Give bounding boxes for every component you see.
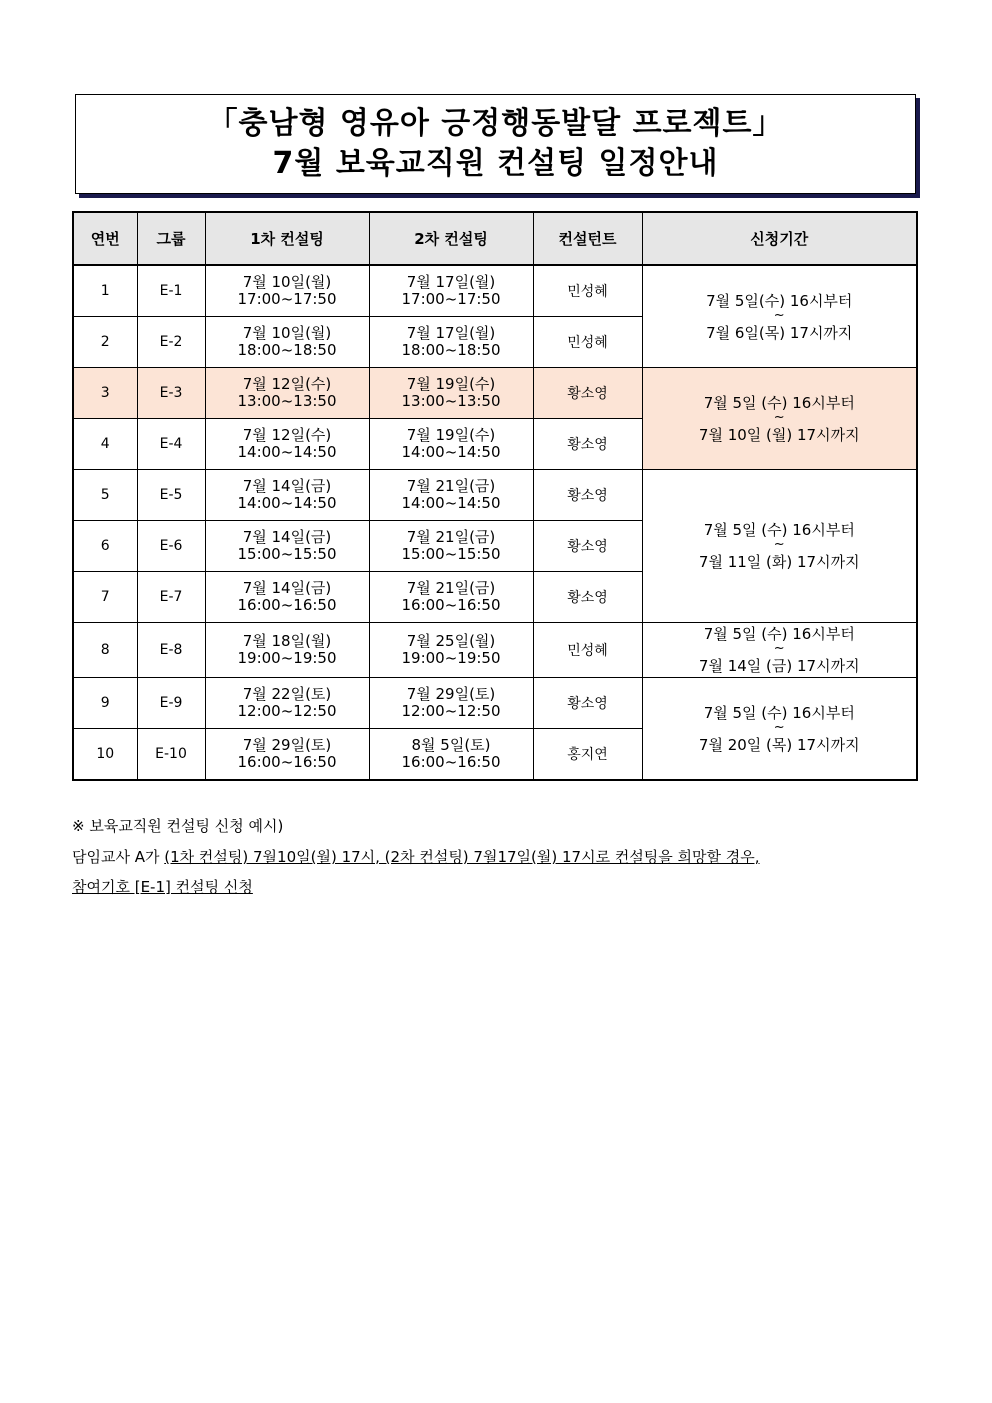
- first-date: 7월 10일(월): [242, 273, 332, 291]
- table-row: [73, 470, 917, 521]
- second-time: 12:00~12:50: [401, 702, 501, 720]
- header-no: 연번: [73, 212, 137, 265]
- table-header-row: [73, 212, 917, 265]
- row-first: [205, 623, 369, 678]
- row-second: [369, 419, 533, 470]
- period-tilde: ~: [773, 719, 785, 735]
- note-example: [72, 846, 760, 867]
- second-time: 19:00~19:50: [401, 649, 501, 667]
- row-group: E-4: [137, 419, 205, 470]
- header-group: 그룹: [137, 212, 205, 265]
- row-group: E-1: [137, 265, 205, 317]
- row-consultant: 민성혜: [533, 317, 642, 368]
- title-line-1: 「충남형 영유아 긍정행동발달 프로젝트」: [207, 106, 784, 141]
- row-first: [205, 317, 369, 368]
- row-group: E-3: [137, 368, 205, 419]
- first-time: 16:00~16:50: [237, 596, 337, 614]
- row-consultant: 황소영: [533, 572, 642, 623]
- row-first: [205, 729, 369, 781]
- first-date: 7월 14일(금): [242, 477, 332, 495]
- second-date: 7월 21일(금): [406, 528, 496, 546]
- period-start: 7월 5일(수) 16시부터: [706, 291, 853, 310]
- row-consultant: 민성혜: [533, 623, 642, 678]
- row-second: [369, 678, 533, 729]
- row-group: E-9: [137, 678, 205, 729]
- table-row: [73, 623, 917, 678]
- second-date: 7월 17일(월): [406, 273, 496, 291]
- first-date: 7월 29일(토): [242, 736, 332, 754]
- second-time: 17:00~17:50: [401, 290, 501, 308]
- second-date: 7월 25일(월): [406, 632, 496, 650]
- row-second: [369, 265, 533, 317]
- first-date: 7월 14일(금): [242, 528, 332, 546]
- row-first: [205, 572, 369, 623]
- row-group: E-5: [137, 470, 205, 521]
- row-group: E-8: [137, 623, 205, 678]
- row-second: [369, 470, 533, 521]
- row-second: [369, 521, 533, 572]
- row-second: [369, 317, 533, 368]
- period-cell: [642, 265, 917, 368]
- period-start: 7월 5일 (수) 16시부터: [703, 703, 855, 722]
- row-first: [205, 265, 369, 317]
- row-no: 8: [73, 623, 137, 678]
- header-consultant: 컨설턴트: [533, 212, 642, 265]
- second-time: 15:00~15:50: [401, 545, 501, 563]
- title-box: [75, 94, 916, 194]
- first-time: 12:00~12:50: [237, 702, 337, 720]
- row-consultant: 민성혜: [533, 265, 642, 317]
- first-date: 7월 12일(수): [242, 375, 332, 393]
- row-no: 9: [73, 678, 137, 729]
- period-start: 7월 5일 (수) 16시부터: [703, 625, 855, 643]
- first-time: 14:00~14:50: [237, 443, 337, 461]
- second-date: 7월 17일(월): [406, 324, 496, 342]
- row-group: E-10: [137, 729, 205, 781]
- row-no: 6: [73, 521, 137, 572]
- row-first: [205, 470, 369, 521]
- row-group: E-7: [137, 572, 205, 623]
- first-date: 7월 12일(수): [242, 426, 332, 444]
- period-end: 7월 11일 (화) 17시까지: [698, 553, 860, 571]
- first-date: 7월 18일(월): [242, 632, 332, 650]
- row-consultant: 황소영: [533, 678, 642, 729]
- second-date: 7월 19일(수): [406, 375, 496, 393]
- note-heading: ※ 보육교직원 컨설팅 신청 예시): [72, 817, 284, 835]
- period-cell: [642, 470, 917, 623]
- first-time: 17:00~17:50: [237, 290, 337, 308]
- row-first: [205, 521, 369, 572]
- note-apply-code: 참여기호 [E-1] 컨설팅 신청: [72, 878, 253, 896]
- period-tilde: ~: [773, 537, 785, 552]
- row-no: 7: [73, 572, 137, 623]
- first-time: 14:00~14:50: [237, 494, 337, 512]
- row-no: 1: [73, 265, 137, 317]
- schedule-table: [72, 211, 918, 781]
- row-no: 5: [73, 470, 137, 521]
- row-no: 2: [73, 317, 137, 368]
- period-end: 7월 10일 (월) 17시까지: [698, 425, 860, 444]
- row-consultant: 황소영: [533, 419, 642, 470]
- header-first: 1차 컨설팅: [205, 212, 369, 265]
- second-date: 7월 21일(금): [406, 477, 496, 495]
- row-no: 3: [73, 368, 137, 419]
- period-cell: [642, 623, 917, 678]
- period-cell: [642, 678, 917, 781]
- second-time: 16:00~16:50: [401, 753, 501, 771]
- row-consultant: 황소영: [533, 368, 642, 419]
- row-second: [369, 623, 533, 678]
- period-tilde: ~: [773, 307, 785, 323]
- row-group: E-2: [137, 317, 205, 368]
- row-first: [205, 419, 369, 470]
- first-time: 18:00~18:50: [237, 341, 337, 359]
- title-line-2: 7월 보육교직원 컨설팅 일정안내: [272, 146, 719, 181]
- period-cell: [642, 368, 917, 470]
- first-date: 7월 22일(토): [242, 685, 332, 703]
- second-time: 13:00~13:50: [401, 392, 501, 410]
- first-date: 7월 14일(금): [242, 579, 332, 597]
- row-consultant: 황소영: [533, 470, 642, 521]
- row-second: [369, 572, 533, 623]
- second-time: 18:00~18:50: [401, 341, 501, 359]
- second-date: 7월 29일(토): [406, 685, 496, 703]
- row-first: [205, 368, 369, 419]
- row-no: 4: [73, 419, 137, 470]
- second-date: 7월 21일(금): [406, 579, 496, 597]
- row-group: E-6: [137, 521, 205, 572]
- second-time: 16:00~16:50: [401, 596, 501, 614]
- table-row: [73, 265, 917, 317]
- period-start: 7월 5일 (수) 16시부터: [703, 521, 855, 539]
- row-consultant: 홍지연: [533, 729, 642, 781]
- first-time: 15:00~15:50: [237, 545, 337, 563]
- row-second: [369, 368, 533, 419]
- note-example-prefix: 담임교사 A가: [72, 848, 165, 866]
- first-time: 13:00~13:50: [237, 392, 337, 410]
- first-time: 16:00~16:50: [237, 753, 337, 771]
- period-end: 7월 6일(목) 17시까지: [706, 323, 853, 342]
- table-row: [73, 678, 917, 729]
- second-time: 14:00~14:50: [401, 443, 501, 461]
- row-consultant: 황소영: [533, 521, 642, 572]
- period-tilde: ~: [773, 641, 785, 656]
- header-second: 2차 컨설팅: [369, 212, 533, 265]
- note-example-underlined: (1차 컨설팅) 7월10일(월) 17시, (2차 컨설팅) 7월17일(월) 17시로 컨설팅을 희망할 경우,: [164, 848, 760, 866]
- second-date: 8월 5일(토): [411, 736, 491, 754]
- first-time: 19:00~19:50: [237, 649, 337, 667]
- period-end: 7월 14일 (금) 17시까지: [698, 657, 860, 675]
- row-no: 10: [73, 729, 137, 781]
- header-period: 신청기간: [642, 212, 917, 265]
- period-tilde: ~: [773, 409, 785, 425]
- second-date: 7월 19일(수): [406, 426, 496, 444]
- first-date: 7월 10일(월): [242, 324, 332, 342]
- period-start: 7월 5일 (수) 16시부터: [703, 393, 855, 412]
- table-row: [73, 368, 917, 419]
- period-end: 7월 20일 (목) 17시까지: [698, 735, 860, 754]
- row-first: [205, 678, 369, 729]
- row-second: [369, 729, 533, 781]
- second-time: 14:00~14:50: [401, 494, 501, 512]
